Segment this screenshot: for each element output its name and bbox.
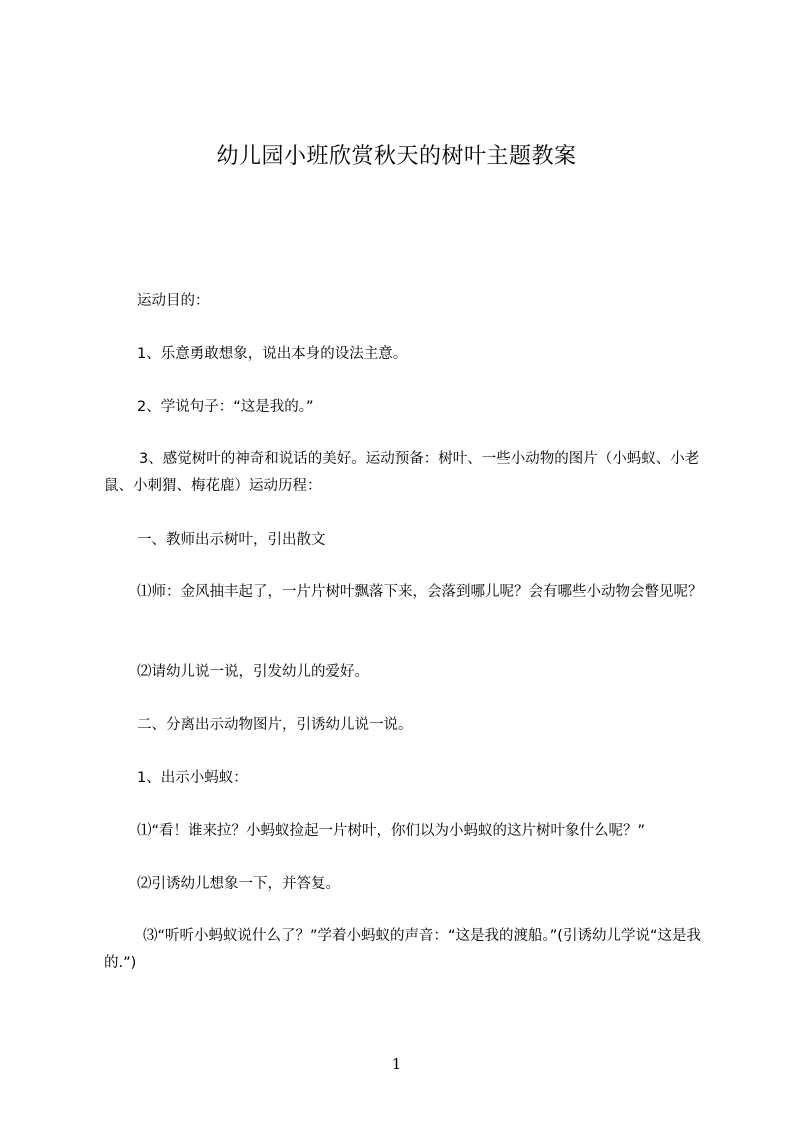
- paragraph-objective-3: 3、感觉树叶的神奇和说话的美好。运动预备：树叶、一些小动物的图片（小蚂蚁、小老鼠、小刺猬、梅花鹿）运动历程：: [104, 451, 700, 494]
- document-title: 幼儿园小班欣赏秋天的树叶主题教案: [216, 144, 577, 169]
- paragraph-section-1-heading: 一、教师出示树叶，引出散文: [137, 532, 326, 548]
- paragraph-section-2-item-3: ⑶“听听小蚂蚁说什么了？”学着小蚂蚁的声音：“这是我的渡船。”(引诱幼儿学说“这是我的.”): [104, 928, 701, 971]
- paragraph-section-2-item-2: ⑵引诱幼儿想象一下，并答复。: [137, 876, 340, 892]
- paragraph-section-2-subheading: 1、出示小蚂蚁：: [137, 770, 248, 786]
- paragraph-objective-2: 2、学说句子：“这是我的。”: [137, 399, 314, 415]
- paragraph-objective-heading: 运动目的：: [137, 293, 210, 309]
- paragraph-section-1-item-2: ⑵请幼儿说一说，引发幼儿的爱好。: [137, 664, 369, 680]
- paragraph-section-2-item-1: ⑴“看！谁来拉？小蚂蚁捡起一片树叶，你们以为小蚂蚁的这片树叶象什么呢？”: [137, 823, 646, 839]
- paragraph-section-1-item-1: ⑴师：金风抽丰起了，一片片树叶飘落下来，会落到哪儿呢？会有哪些小动物会瞥见呢？: [137, 584, 703, 600]
- page-number: 1: [391, 1055, 402, 1073]
- paragraph-objective-1: 1、乐意勇敢想象，说出本身的设法主意。: [137, 346, 408, 362]
- paragraph-section-2-heading: 二、分离出示动物图片，引诱幼儿说一说。: [137, 717, 413, 733]
